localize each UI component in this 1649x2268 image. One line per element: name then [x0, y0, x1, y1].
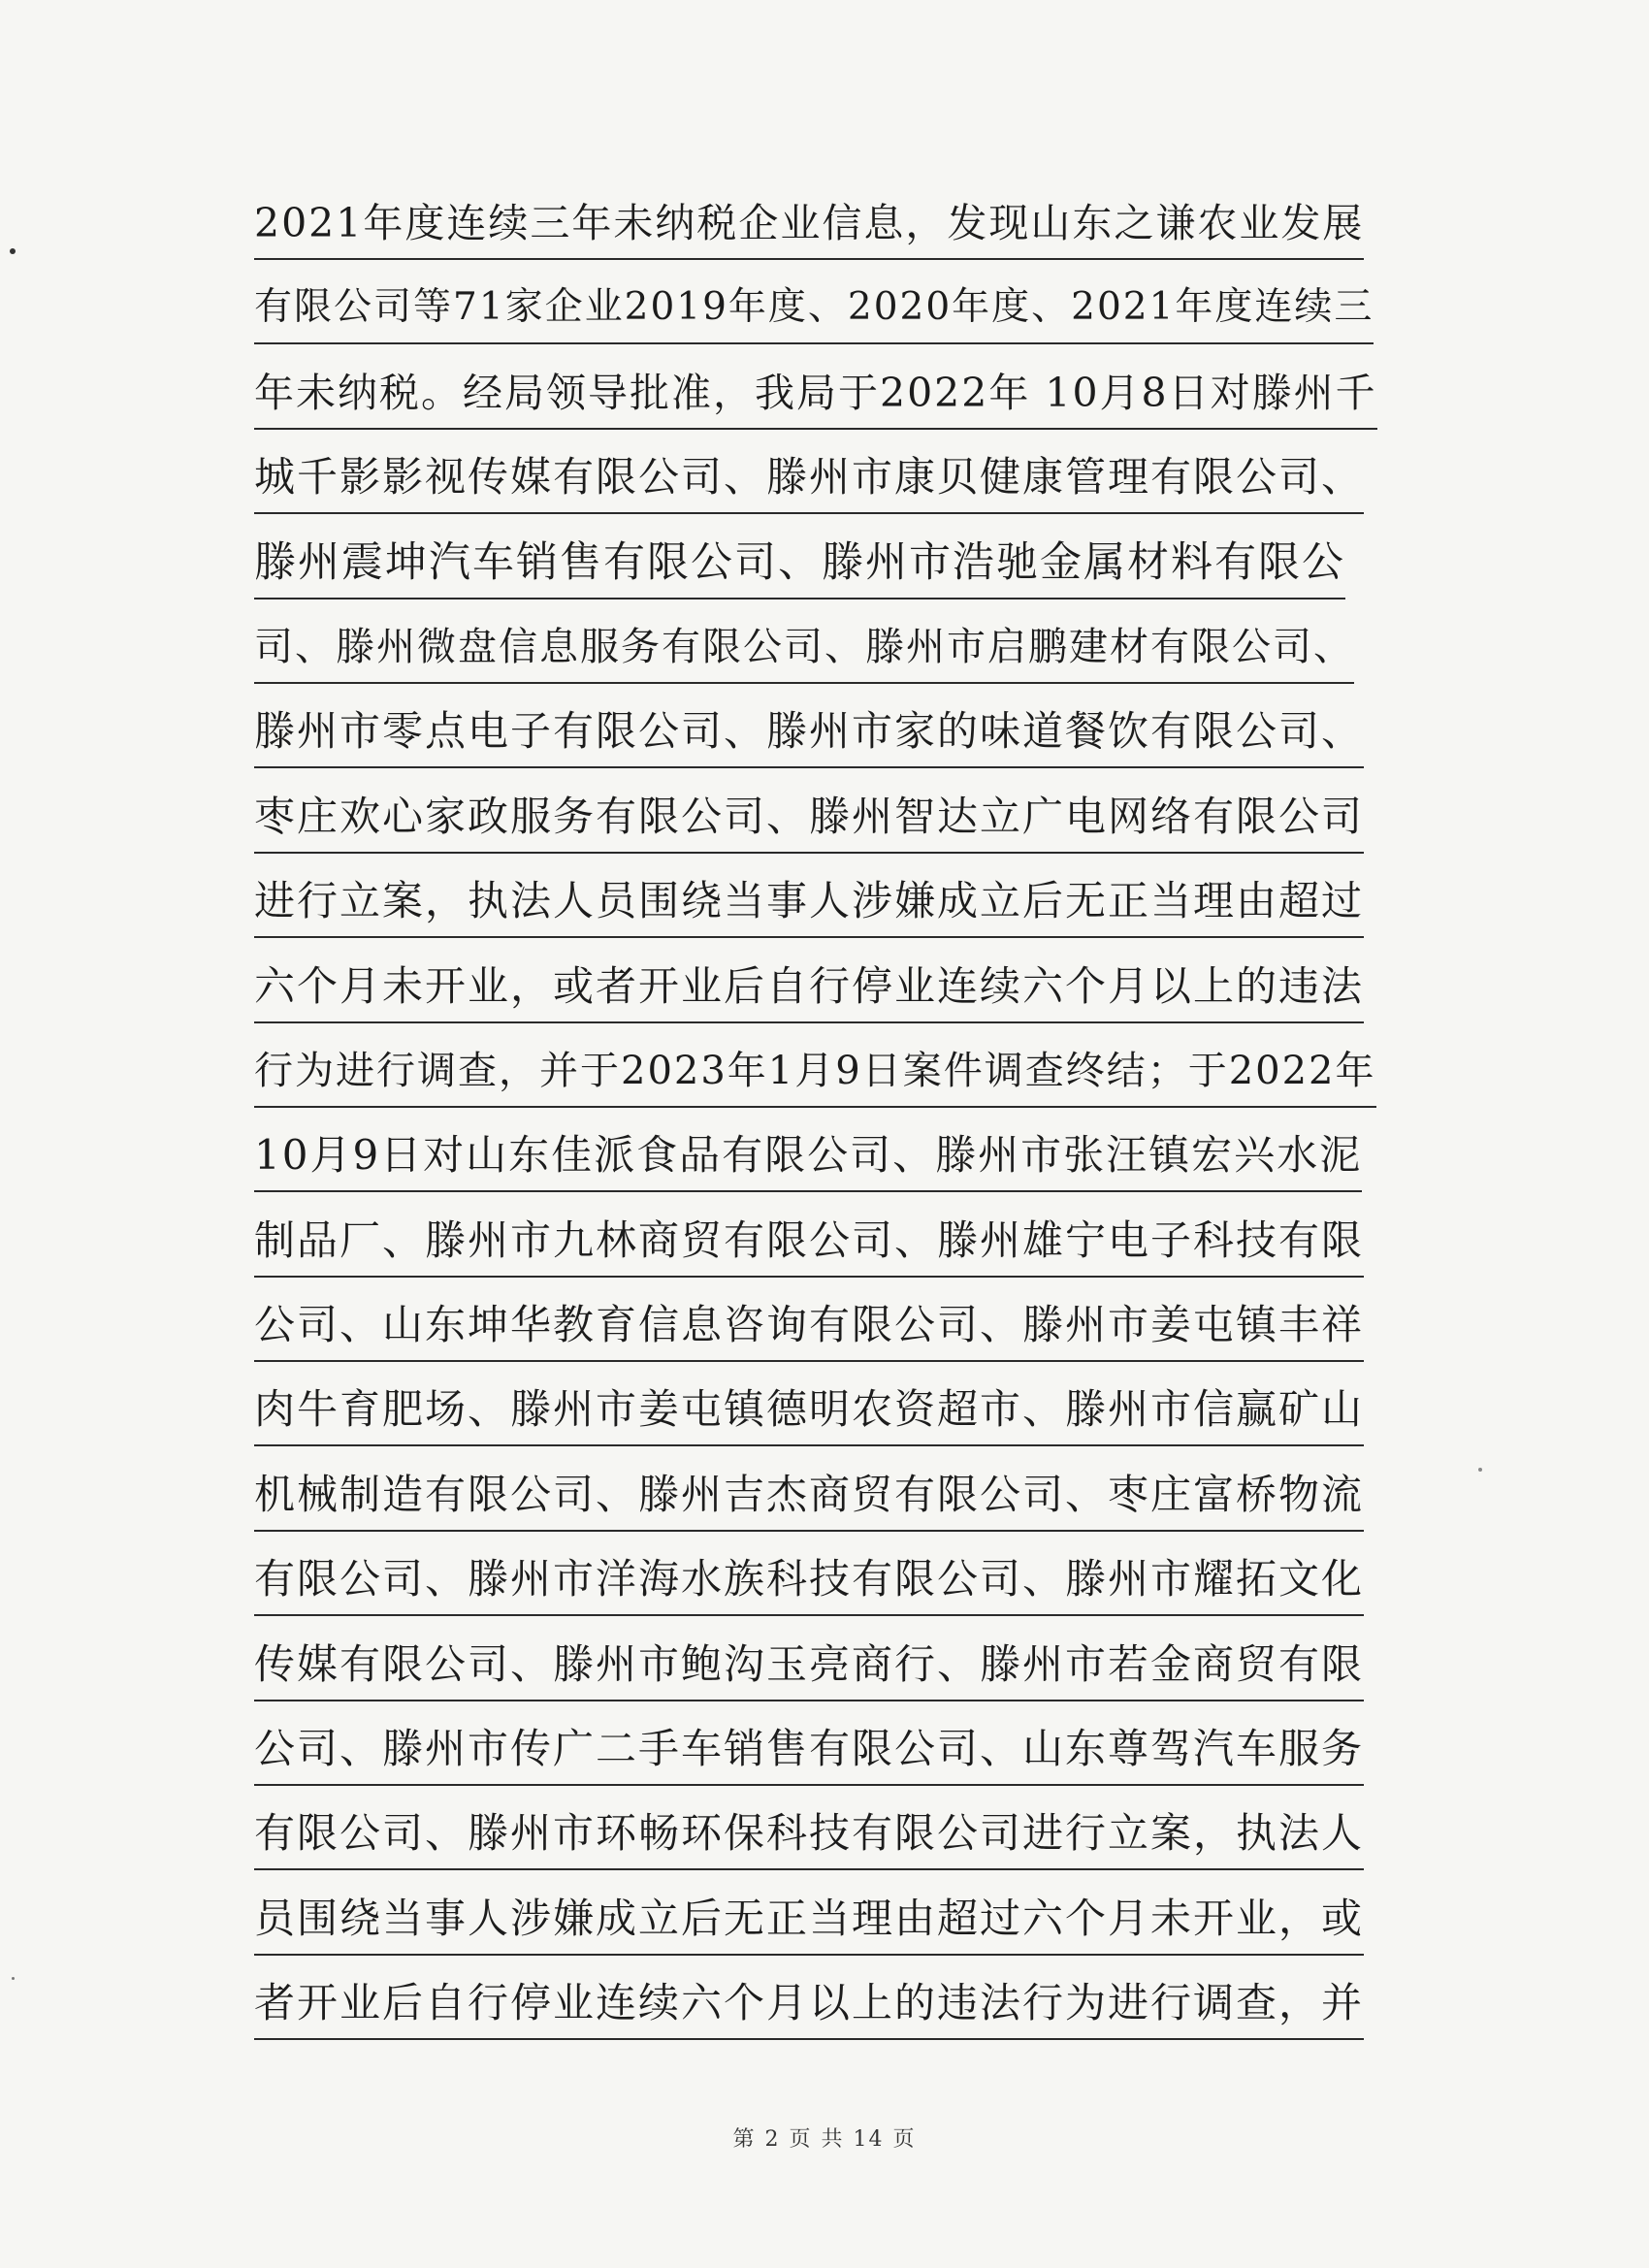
text-line-content: 传媒有限公司、滕州市鲍沟玉亮商行、滕州市若金商贸有限: [254, 1636, 1364, 1701]
text-line: [254, 1550, 1377, 1635]
text-line-content: 城千影影视传媒有限公司、滕州市康贝健康管理有限公司、: [254, 448, 1364, 514]
text-line: [254, 957, 1377, 1042]
text-line: [254, 1466, 1377, 1550]
text-line-content: 公司、滕州市传广二手车销售有限公司、山东尊驾汽车服务: [254, 1720, 1364, 1786]
text-line: [254, 448, 1377, 533]
text-line-content: 滕州震坤汽车销售有限公司、滕州市浩驰金属材料有限公: [254, 534, 1345, 599]
text-line: [254, 1042, 1377, 1126]
text-line-content: 有限公司、滕州市洋海水族科技有限公司、滕州市耀拓文化: [254, 1550, 1364, 1616]
text-line: [254, 534, 1377, 618]
text-line-content: 年未纳税。经局领导批准，我局于2022年 10月8日对滕州千: [254, 364, 1377, 430]
text-line: [254, 1212, 1377, 1296]
text-line-content: 滕州市零点电子有限公司、滕州市家的味道餐饮有限公司、: [254, 702, 1364, 768]
text-line: [254, 1636, 1377, 1720]
text-line-content: 公司、山东坤华教育信息咨询有限公司、滕州市姜屯镇丰祥: [254, 1296, 1364, 1362]
text-line: [254, 1380, 1377, 1465]
text-line: [254, 194, 1377, 278]
text-line-content: 有限公司、滕州市环畅环保科技有限公司进行立案，执法人: [254, 1804, 1364, 1870]
text-line-content: 六个月未开业，或者开业后自行停业连续六个月以上的违法: [254, 957, 1364, 1023]
text-line-content: 2021年度连续三年未纳税企业信息，发现山东之谦农业发展: [254, 194, 1364, 260]
text-line-content: 10月9日对山东佳派食品有限公司、滕州市张汪镇宏兴水泥: [254, 1126, 1362, 1192]
text-line: [254, 1890, 1377, 1974]
text-line-content: 员围绕当事人涉嫌成立后无正当理由超过六个月未开业，或: [254, 1890, 1364, 1956]
text-line-content: 进行立案，执法人员围绕当事人涉嫌成立后无正当理由超过: [254, 872, 1364, 938]
text-line-content: 有限公司等71家企业2019年度、2020年度、2021年度连续三: [254, 278, 1374, 344]
text-line-content: 机械制造有限公司、滕州吉杰商贸有限公司、枣庄富桥物流: [254, 1466, 1364, 1532]
text-line: [254, 364, 1377, 448]
page-number-footer: 第 2 页 共 14 页: [732, 2127, 917, 2152]
text-line: [254, 1974, 1377, 2058]
text-line: [254, 1296, 1377, 1380]
text-line: [254, 872, 1377, 956]
text-line: [254, 1720, 1377, 1804]
text-line-content: 行为进行调查，并于2023年1月9日案件调查终结；于2022年: [254, 1042, 1376, 1108]
scan-speck: [1478, 1468, 1482, 1472]
text-line: [254, 278, 1377, 363]
text-line: [254, 1126, 1377, 1211]
text-line-content: 制品厂、滕州市九林商贸有限公司、滕州雄宁电子科技有限: [254, 1212, 1364, 1278]
text-line: [254, 788, 1377, 872]
scan-speck: [10, 248, 16, 254]
text-line-content: 者开业后自行停业连续六个月以上的违法行为进行调查，并: [254, 1974, 1364, 2040]
text-line-content: 肉牛育肥场、滕州市姜屯镇德明农资超市、滕州市信赢矿山: [254, 1380, 1364, 1446]
scan-speck: [12, 1977, 15, 1980]
text-line: [254, 1804, 1377, 1889]
text-line: [254, 702, 1377, 787]
text-line: [254, 618, 1377, 702]
text-line-content: 司、滕州微盘信息服务有限公司、滕州市启鹏建材有限公司、: [254, 618, 1354, 684]
body-text: [254, 194, 1377, 2059]
text-line-content: 枣庄欢心家政服务有限公司、滕州智达立广电网络有限公司: [254, 788, 1364, 854]
